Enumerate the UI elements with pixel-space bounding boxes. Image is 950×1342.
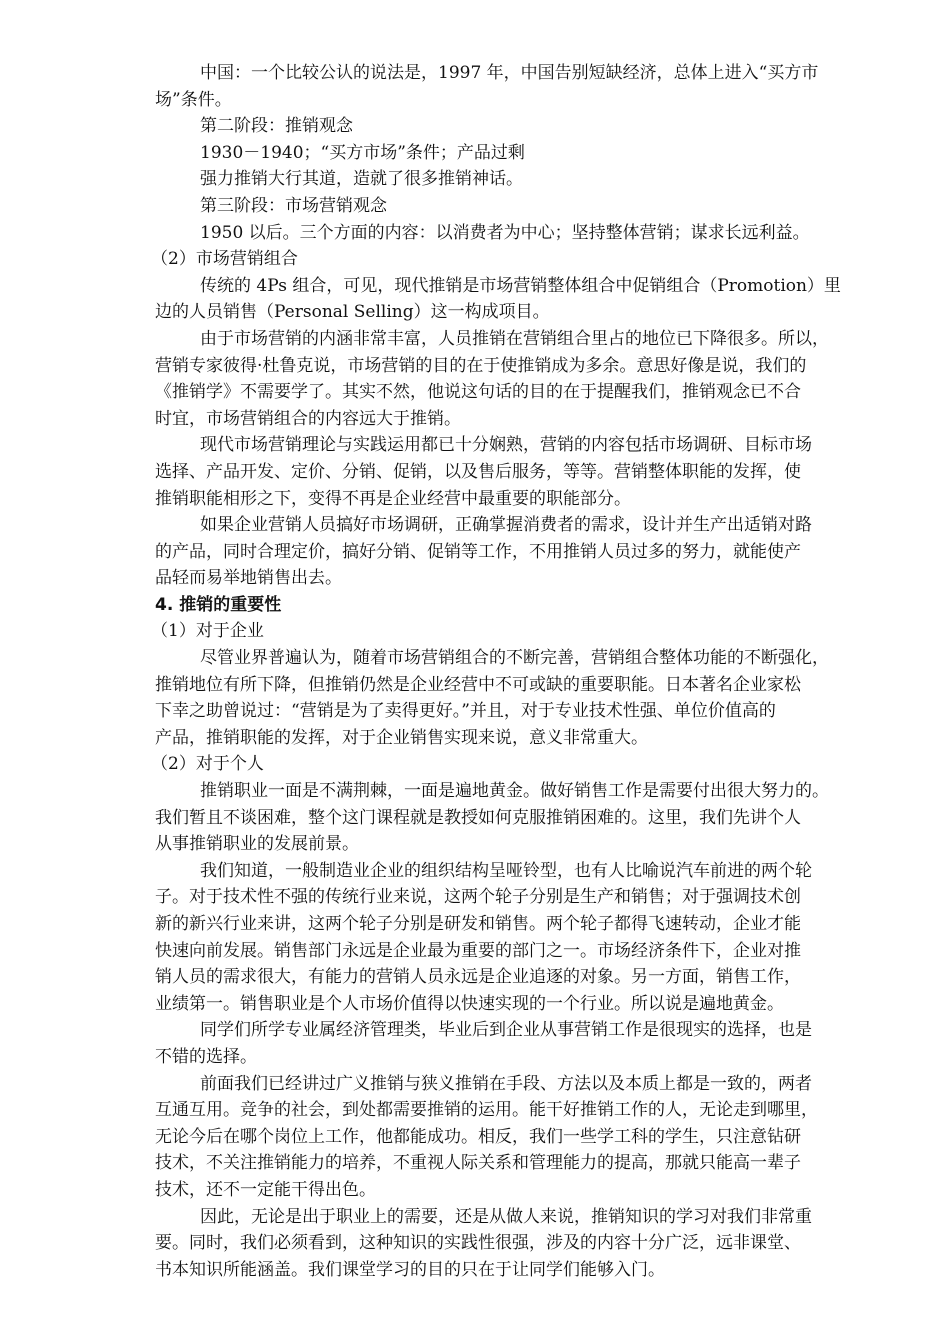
paragraph-line: 时宜，市场营销组合的内容远大于推销。: [155, 408, 461, 429]
paragraph-line: 无论今后在哪个岗位上工作，他都能成功。相反，我们一些学工科的学生，只注意钻研: [155, 1126, 801, 1147]
paragraph-line: 推销地位有所下降，但推销仍然是企业经营中不可或缺的重要职能。日本著名企业家松: [155, 674, 801, 695]
paragraph-line: 同学们所学专业属经济管理类，毕业后到企业从事营销工作是很现实的选择，也是: [200, 1020, 812, 1041]
paragraph-line: 前面我们已经讲过广义推销与狭义推销在手段、方法以及本质上都是一致的，两者: [200, 1073, 812, 1094]
paragraph-line: 推销职能相形之下，变得不再是企业经营中最重要的职能部分。: [155, 488, 631, 509]
paragraph-line: 互通互用。竞争的社会，到处都需要推销的运用。能干好推销工作的人，无论走到哪里，: [155, 1100, 818, 1121]
paragraph-line: 从事推销职业的发展前景。: [155, 834, 359, 855]
paragraph-line: 新的新兴行业来讲，这两个轮子分别是研发和销售。两个轮子都得飞速转动，企业才能: [155, 914, 801, 934]
paragraph-line: 推销职业一面是不满荆棘，一面是遍地黄金。做好销售工作是需要付出很大努力的。: [200, 781, 829, 802]
paragraph-line: 《推销学》不需要学了。其实不然，他说这句话的目的在于提醒我们，推销观念已不合: [155, 382, 801, 403]
paragraph-line: 销人员的需求很大，有能力的营销人员永远是企业追逐的对象。另一方面，销售工作，: [155, 967, 801, 988]
paragraph-line: 我们暂且不谈困难，整个这门课程就是教授如何克服推销困难的。这里，我们先讲个人: [155, 807, 801, 828]
paragraph-line: 如果企业营销人员搞好市场调研，正确掌握消费者的需求，设计并生产出适销对路: [200, 515, 812, 536]
paragraph-line: 下幸之助曾说过：“营销是为了卖得更好。”并且，对于专业技术性强、单位价值高的: [155, 701, 776, 722]
paragraph-line: 业绩第一。销售职业是个人市场价值得以快速实现的一个行业。所以说是遍地黄金。: [155, 993, 784, 1014]
paragraph-line: 书本知识所能涵盖。我们课堂学习的目的只在于让同学们能够入门。: [155, 1259, 665, 1280]
paragraph-line: 因此，无论是出于职业上的需要，还是从做人来说，推销知识的学习对我们非常重: [200, 1206, 812, 1227]
paragraph-line: 强力推销大行其道，造就了很多推销神话。: [200, 169, 523, 190]
paragraph-line: 由于市场营销的内涵非常丰富，人员推销在营销组合里占的地位已下降很多。所以，: [200, 328, 829, 349]
paragraph-line: 快速向前发展。销售部门永远是企业最为重要的部门之一。市场经济条件下，企业对推: [155, 940, 801, 961]
stage-heading: 第二阶段：推销观念: [200, 116, 353, 137]
paragraph-line: 尽管业界普遍认为，随着市场营销组合的不断完善，营销组合整体功能的不断强化，: [200, 648, 829, 669]
paragraph-line: 要。同时，我们必须看到，这种知识的实践性很强，涉及的内容十分广泛，远非课堂、: [155, 1233, 801, 1254]
paragraph-line: 产品，推销职能的发挥，对于企业销售实现来说，意义非常重大。: [155, 727, 648, 748]
paragraph-line: 场”条件。: [155, 89, 232, 110]
paragraph-line: 子。对于技术性不强的传统行业来说，这两个轮子分别是生产和销售；对于强调技术创: [155, 887, 801, 908]
paragraph-line: 中国：一个比较公认的说法是，1997 年，中国告别短缺经济，总体上进入“买方市: [200, 63, 819, 83]
paragraph-line: 营销专家彼得·杜鲁克说，市场营销的目的在于使推销成为多余。意思好像是说，我们的: [155, 355, 807, 376]
paragraph-line: 选择、产品开发、定价、分销、促销，以及售后服务，等等。营销整体职能的发挥，使: [155, 461, 801, 482]
stage-heading: 第三阶段：市场营销观念: [200, 195, 387, 216]
subsection-heading: （2）对于个人: [151, 754, 264, 775]
subsection-heading: （1）对于企业: [151, 621, 264, 642]
paragraph-line: 现代市场营销理论与实践运用都已十分娴熟，营销的内容包括市场调研、目标市场: [200, 435, 812, 456]
paragraph-line: 我们知道，一般制造业企业的组织结构呈哑铃型，也有人比喻说汽车前进的两个轮: [200, 860, 812, 881]
paragraph-line: 品轻而易举地销售出去。: [155, 568, 342, 589]
paragraph-line: 技术，不关注推销能力的培养，不重视人际关系和管理能力的提高，那就只能高一辈子: [155, 1153, 801, 1174]
paragraph-line: 1930－1940；“买方市场”条件；产品过剩: [200, 142, 525, 163]
paragraph-line: 传统的 4Ps 组合，可见，现代推销是市场营销整体组合中促销组合（Promotion）里: [200, 275, 841, 296]
paragraph-line: 边的人员销售（Personal Selling）这一构成项目。: [155, 302, 550, 323]
paragraph-line: 技术，还不一定能干得出色。: [155, 1179, 376, 1200]
section-heading: 4. 推销的重要性: [155, 594, 282, 615]
subsection-heading: （2）市场营销组合: [151, 249, 298, 270]
paragraph-line: 1950 以后。三个方面的内容：以消费者为中心；坚持整体营销；谋求长远利益。: [200, 222, 810, 243]
paragraph-line: 的产品，同时合理定价，搞好分销、促销等工作，不用推销人员过多的努力，就能使产: [155, 541, 801, 562]
paragraph-line: 不错的选择。: [155, 1046, 257, 1067]
